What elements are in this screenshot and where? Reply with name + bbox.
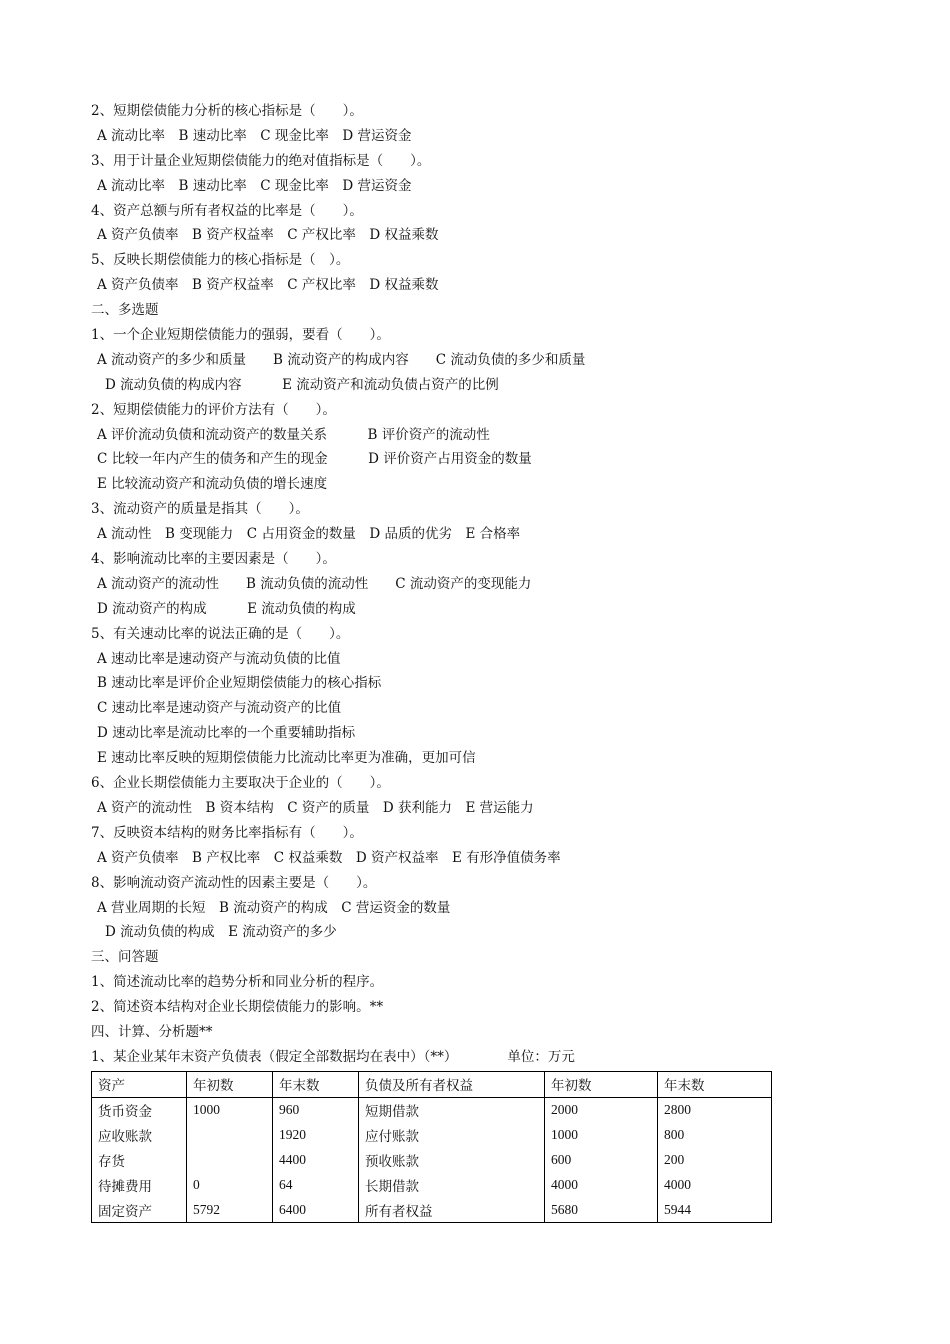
header-cell: 负债及所有者权益	[359, 1072, 545, 1098]
table-cell: 固定资产	[92, 1197, 187, 1222]
table-cell: 1000	[187, 1097, 273, 1122]
table-cell: 存货	[92, 1148, 187, 1173]
table-cell: 0	[187, 1173, 273, 1198]
mc-question-2-options-a: A 评价流动负债和流动资产的数量关系 B 评价资产的流动性	[97, 426, 490, 443]
sa-question-2: 2、简述资本结构对企业长期偿债能力的影响。**	[91, 999, 384, 1016]
mc-question-4: 4、影响流动比率的主要因素是（ ）。	[91, 551, 336, 568]
question-3-options: A 流动比率 B 速动比率 C 现金比率 D 营运资金	[97, 177, 412, 194]
question-4-options: A 资产负债率 B 资产权益率 C 产权比率 D 权益乘数	[97, 227, 439, 244]
mc-question-5-option-c: C 速动比率是速动资产与流动资产的比值	[97, 700, 342, 717]
table-cell: 预收账款	[359, 1148, 545, 1173]
table-cell: 200	[658, 1148, 772, 1173]
table-row	[92, 1097, 772, 1122]
table-cell	[187, 1123, 273, 1148]
mc-question-1: 1、一个企业短期偿债能力的强弱，要看（ ）。	[91, 327, 390, 344]
table-cell: 2800	[658, 1097, 772, 1122]
table-row	[92, 1197, 772, 1222]
mc-question-1-options-b: D 流动负债的构成内容 E 流动资产和流动负债占资产的比例	[105, 376, 499, 393]
table-cell: 64	[273, 1173, 359, 1198]
mc-question-5-option-a: A 速动比率是速动资产与流动负债的比值	[97, 650, 341, 667]
table-cell: 960	[273, 1097, 359, 1122]
table-cell: 短期借款	[359, 1097, 545, 1122]
table-header-row	[92, 1072, 772, 1098]
table-cell: 2000	[545, 1097, 658, 1122]
section-short-answer: 三、问答题	[91, 949, 159, 966]
mc-question-8-options-a: A 营业周期的长短 B 流动资产的构成 C 营运资金的数量	[97, 899, 451, 916]
calc-question-1-text: 1、某企业某年末资产负债表（假定全部数据均在表中）（**）	[91, 1048, 458, 1065]
mc-question-8: 8、影响流动资产流动性的因素主要是（ ）。	[91, 874, 377, 891]
header-cell: 年末数	[273, 1072, 359, 1098]
mc-question-5: 5、有关速动比率的说法正确的是（ ）。	[91, 625, 350, 642]
section-multiple-choice: 二、多选题	[91, 302, 159, 319]
table-cell: 4000	[545, 1173, 658, 1198]
table-row	[92, 1173, 772, 1198]
calc-question-1	[91, 1045, 851, 1070]
table-cell: 1920	[273, 1123, 359, 1148]
table-cell: 800	[658, 1123, 772, 1148]
mc-question-5-option-e: E 速动比率反映的短期偿债能力比流动比率更为准确，更加可信	[97, 750, 476, 767]
table-cell: 货币资金	[92, 1097, 187, 1122]
document-body	[91, 99, 851, 1070]
question-3: 3、用于计量企业短期偿债能力的绝对值指标是（ ）。	[91, 152, 431, 169]
question-2-options: A 流动比率 B 速动比率 C 现金比率 D 营运资金	[97, 127, 412, 144]
header-cell: 年初数	[187, 1072, 273, 1098]
table-cell: 1000	[545, 1123, 658, 1148]
unit-label: 单位：万元	[507, 1048, 575, 1065]
mc-question-7: 7、反映资本结构的财务比率指标有（ ）。	[91, 824, 363, 841]
mc-question-2-options-b: C 比较一年内产生的债务和产生的现金 D 评价资产占用资金的数量	[97, 451, 532, 468]
question-2: 2、短期偿债能力分析的核心指标是（ ）。	[91, 103, 363, 119]
mc-question-2: 2、短期偿债能力的评价方法有（ ）。	[91, 401, 336, 418]
table-cell: 应付账款	[359, 1123, 545, 1148]
question-4: 4、资产总额与所有者权益的比率是（ ）。	[91, 202, 363, 219]
table-cell: 5680	[545, 1197, 658, 1222]
table-cell	[187, 1148, 273, 1173]
mc-question-3-options: A 流动性 B 变现能力 C 占用资金的数量 D 品质的优劣 E 合格率	[97, 526, 521, 543]
sa-question-1: 1、简述流动比率的趋势分析和同业分析的程序。	[91, 974, 384, 991]
mc-question-4-options-b: D 流动资产的构成 E 流动负债的构成	[97, 600, 356, 617]
table-cell: 待摊费用	[92, 1173, 187, 1198]
header-cell: 年初数	[545, 1072, 658, 1098]
mc-question-7-options: A 资产负债率 B 产权比率 C 权益乘数 D 资产权益率 E 有形净值债务率	[97, 849, 561, 866]
mc-question-3: 3、流动资产的质量是指其（ ）。	[91, 501, 309, 518]
mc-question-1-options-a: A 流动资产的多少和质量 B 流动资产的构成内容 C 流动负债的多少和质量	[97, 351, 586, 368]
question-5-options: A 资产负债率 B 资产权益率 C 产权比率 D 权益乘数	[97, 277, 439, 294]
mc-question-8-options-b: D 流动负债的构成 E 流动资产的多少	[105, 924, 337, 941]
table-cell: 所有者权益	[359, 1197, 545, 1222]
balance-sheet-table	[91, 1071, 772, 1223]
table-cell: 5944	[658, 1197, 772, 1222]
table-row	[92, 1148, 772, 1173]
section-calculation: 四、计算、分析题**	[91, 1023, 213, 1040]
table-cell: 6400	[273, 1197, 359, 1222]
table-cell: 600	[545, 1148, 658, 1173]
mc-question-6-options: A 资产的流动性 B 资本结构 C 资产的质量 D 获利能力 E 营运能力	[97, 799, 534, 816]
mc-question-5-option-d: D 速动比率是流动比率的一个重要辅助指标	[97, 725, 356, 742]
question-5: 5、反映长期偿债能力的核心指标是（ ）。	[91, 252, 350, 269]
mc-question-6: 6、企业长期偿债能力主要取决于企业的（ ）。	[91, 775, 390, 792]
table-cell: 5792	[187, 1197, 273, 1222]
mc-question-5-option-b: B 速动比率是评价企业短期偿债能力的核心指标	[97, 675, 382, 692]
table-row	[92, 1123, 772, 1148]
header-cell: 资产	[92, 1072, 187, 1098]
table-cell: 应收账款	[92, 1123, 187, 1148]
mc-question-4-options-a: A 流动资产的流动性 B 流动负债的流动性 C 流动资产的变现能力	[97, 575, 532, 592]
header-cell: 年末数	[658, 1072, 772, 1098]
table-cell: 4000	[658, 1173, 772, 1198]
mc-question-2-options-c: E 比较流动资产和流动负债的增长速度	[97, 476, 328, 493]
table-cell: 长期借款	[359, 1173, 545, 1198]
table-cell: 4400	[273, 1148, 359, 1173]
